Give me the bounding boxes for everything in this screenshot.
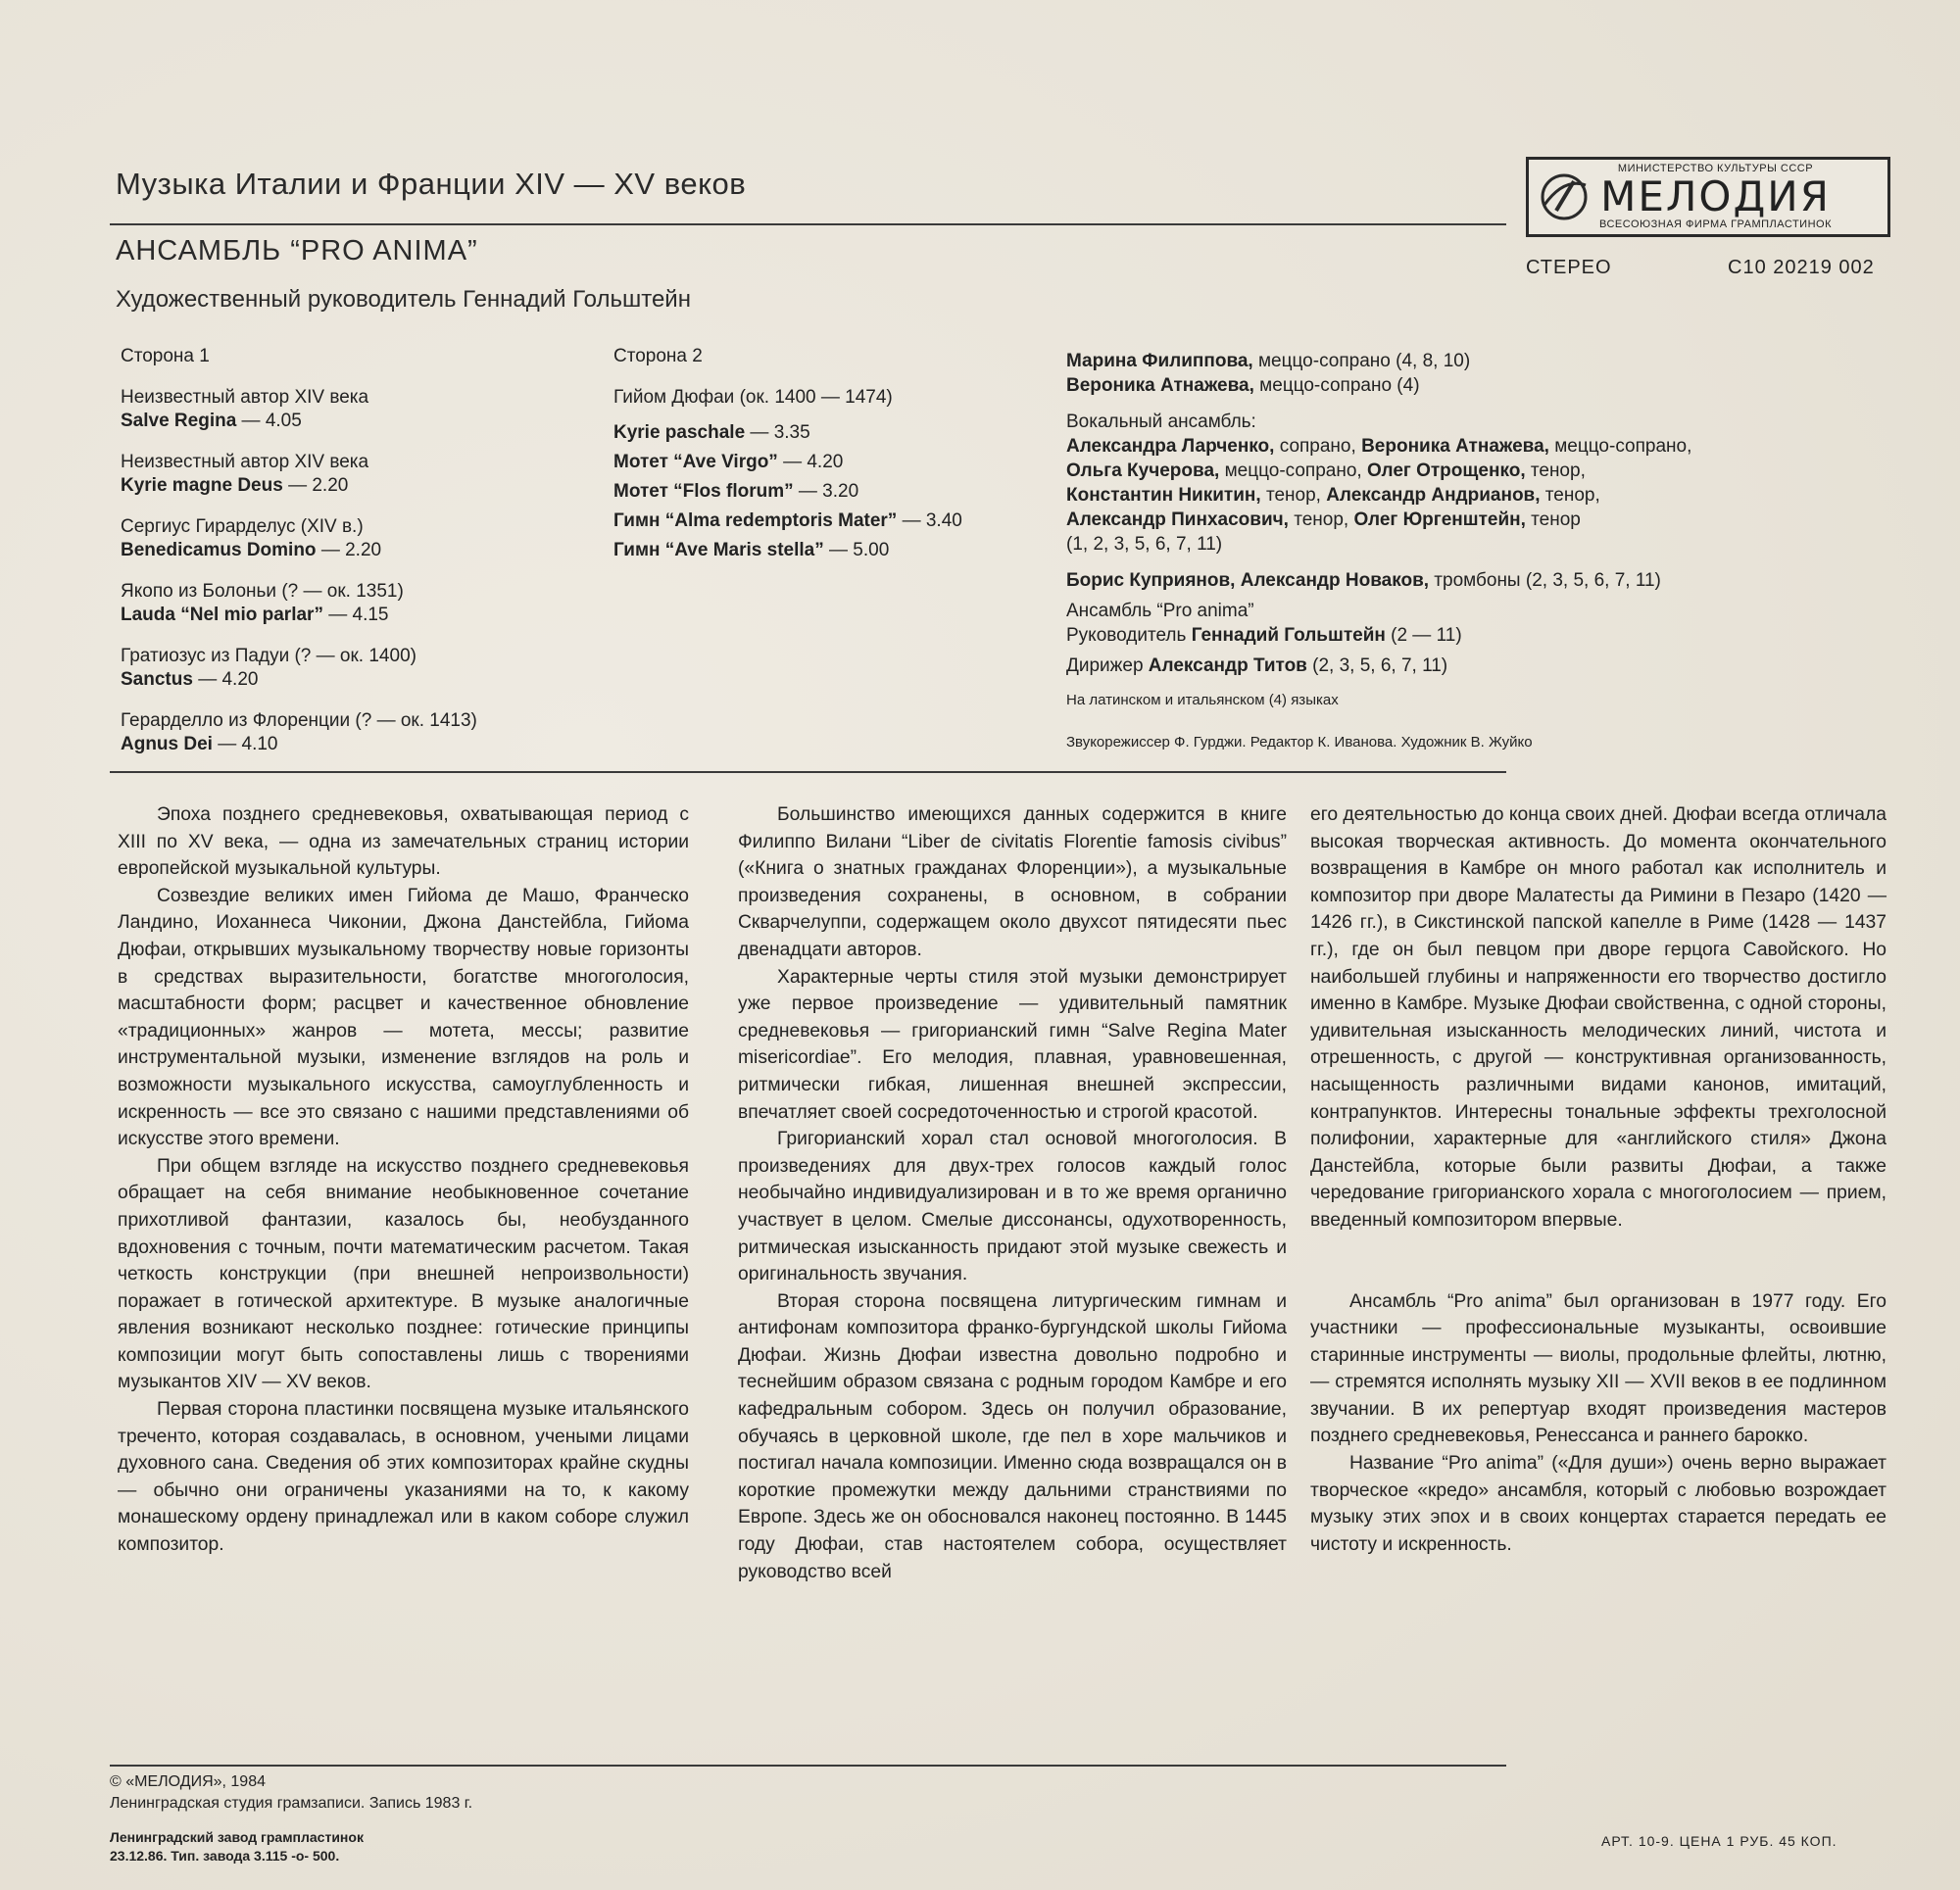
essay-column-1 <box>118 801 689 1559</box>
side2-tracklist <box>613 345 1054 562</box>
ministry-text: МИНИСТЕРСТВО КУЛЬТУРЫ СССР <box>1617 163 1814 174</box>
essay-paragraph: Григорианский хорал стал основой многоголосия. В произведениях для двух-трех голосов каждый голос необычайно индивидуализирован и в то же время органично участвует в целом. Смелые диссонансы, одухотворенность, ритмическая изысканность придают этой музыке свежесть и оригинальность звучания. <box>738 1129 1287 1285</box>
print-info: 23.12.86. Тип. завода 3.115 -о- 500. <box>110 1848 340 1864</box>
melodiya-logo <box>1526 157 1890 237</box>
melodiya-mark-icon <box>1535 168 1593 226</box>
title-rule <box>110 223 1506 225</box>
firm-text: ВСЕСОЮЗНАЯ ФИРМА ГРАМПЛАСТИНОК <box>1599 218 1832 230</box>
footer-left <box>110 1771 472 1815</box>
essay-paragraph: Характерные черты стиля этой музыки демонстрирует уже первое произведение — удивительный памятник средневековья — григорианский гимн “Salve Regina Mater misericordiae”. Его мелодия, плавная, уравновешенная, ритмически гибкая, лишенная внешней экспрессии, впечатляет своей сосредоточенностью и строгой красотой. <box>738 966 1287 1123</box>
track-item: Kyrie paschale — 3.35 <box>613 422 810 443</box>
brand-text: МЕЛОДИЯ <box>1600 172 1831 220</box>
artistic-director: Художественный руководитель Геннадий Гольштейн <box>116 286 691 313</box>
essay-paragraph: При общем взгляде на искусство позднего средневековья обращает на себя внимание необыкновенное сочетание прихотливой фантазии, казалось бы, необузданного вдохновения с точным, почти математическим расчетом. Такая четкость конструкции (при внешней непроизвольности) поражает в готической архитектуре. В музыке аналогичные явления возникают несколько позднее: готические принципы композиции могут быть сопоставлены лишь с творениями музыкантов XIV — XV веков. <box>118 1155 689 1393</box>
section-rule <box>110 771 1506 773</box>
track-item: Неизвестный автор XIV века Salve Regina — 4.05 <box>121 387 369 431</box>
track-item: Гимн “Alma redemptoris Mater” — 3.40 <box>613 510 962 531</box>
performers-block: Марина Филиппова, меццо-сопрано (4, 8, 10) Вероника Атнажева, меццо-сопрано (4) Вокальный ансамбль: Александра Ларченко, сопрано, Вероника Атнажева, меццо-сопрано, Ольга Кучерова, меццо-сопрано, Олег Отрощенко, тенор, Константин Никитин, тенор, Александр Андрианов, тенор, Александр Пинхасович, тенор, Олег Юргенштейн, тенор (1, 2, 3, 5, 6, 7, 11) Борис Куприянов, Александр Новаков, тромбоны (2, 3, 5, 6, 7, 11) Ансамбль “Pro anima” Руководитель Геннадий Гольштейн (2 — 11) Дирижер Александр Титов (2, 3, 5, 6, 7, 11) На латинском и итальянском (4) языках Звукорежиссер Ф. Гурджи. Редактор К. Иванова. Художник В. Жуйко <box>1066 349 1899 754</box>
plant-name: Ленинградский завод грампластинок <box>110 1829 364 1845</box>
essay-column-2 <box>738 801 1287 1585</box>
essay-paragraph: Первая сторона пластинки посвящена музыке итальянского треченто, которая создавалась, в основном, учеными лицами духовного сана. Сведения об этих композиторах крайне скудны — обычно они ограничены указаниями на то, к какому монашескому ордену принадлежал или в каком соборе служил композитор. <box>118 1399 689 1556</box>
side1-tracklist <box>121 345 630 770</box>
side1-heading: Сторона 1 <box>121 346 210 366</box>
track-item: Якопо из Болоньи (? — ок. 1351) Lauda “Nel mio parlar” — 4.15 <box>121 581 404 625</box>
ensemble-name: АНСАМБЛЬ “PRO ANIMA” <box>116 235 478 267</box>
track-item: Гратиозус из Падуи (? — ок. 1400) Sanctus — 4.20 <box>121 646 416 690</box>
track-item: Герарделло из Флоренции (? — ок. 1413) Agnus Dei — 4.10 <box>121 710 477 754</box>
track-item: Мотет “Ave Virgo” — 4.20 <box>613 452 844 472</box>
essay-column-3 <box>1310 801 1886 1558</box>
vocal-ensemble-heading: Вокальный ансамбль: <box>1066 412 1256 432</box>
track-item: Неизвестный автор XIV века Kyrie magne Deus — 2.20 <box>121 452 369 496</box>
price-line: АРТ. 10-9. ЦЕНА 1 РУБ. 45 КОП. <box>1601 1833 1838 1849</box>
essay-paragraph: Эпоха позднего средневековья, охватывающая период с XIII по XV века, — одна из замечательных страниц истории европейской музыкальной культуры. <box>118 804 689 880</box>
stereo-label: СТЕРЕО <box>1526 257 1612 278</box>
studio-line: Ленинградская студия грамзаписи. Запись 1983 г. <box>110 1795 473 1812</box>
credits-line: Звукорежиссер Ф. Гурджи. Редактор К. Иванова. Художник В. Жуйко <box>1066 734 1533 751</box>
album-title: Музыка Италии и Франции XIV — XV веков <box>116 167 747 201</box>
track-item: Гимн “Ave Maris stella” — 5.00 <box>613 540 890 560</box>
side2-heading: Сторона 2 <box>613 346 703 366</box>
side2-composer: Гийом Дюфаи (ок. 1400 — 1474) <box>613 387 893 408</box>
footer-rule <box>110 1765 1506 1767</box>
essay-paragraph: Вторая сторона посвящена литургическим гимнам и антифонам композитора франко-бургундской школы Гийома Дюфаи. Жизнь Дюфаи известна довольно подробно и теснейшим образом связана с родным городом Камбре и его кафедральным собором. Здесь он получил образование, обучаясь в церковной школе, где пел в хоре мальчиков и постигал начала композиции. Именно сюда возвращался он в короткие промежутки между дальними странствиями по Европе. Здесь же он обосновался наконец постоянно. В 1445 году Дюфаи, став настоятелем собора, осуществляет руководство всей <box>738 1290 1287 1582</box>
essay-paragraph: Ансамбль “Pro anima” был организован в 1977 году. Его участники — профессиональные музыканты, освоившие старинные инструменты — виолы, продольные флейты, лютню, — стремятся исполнять музыку XII — XVII веков в ее подлинном звучании. В их репертуар входят произведения мастеров позднего средневековья, Ренессанса и раннего барокко. <box>1310 1290 1886 1447</box>
track-item: Сергиус Гирарделус (XIV в.) Benedicamus Domino — 2.20 <box>121 516 382 560</box>
essay-paragraph: Созвездие великих имен Гийома де Машо, Франческо Ландино, Иоханнеса Чиконии, Джона Данстейбла, Гийома Дюфаи, открывших музыкальному творчеству новые горизонты в средствах выразительности, богатстве многоголосия, масштабности форм; расцвет и качественное обновление «традиционных» жанров — мотета, мессы; развитие инструментальной музыки, изменение взглядов на роль и возможности музыкального искусства, самоуглубленность и искренность — все это связано с нашими представлениями об искусстве этого времени. <box>118 885 689 1150</box>
essay-paragraph: его деятельностью до конца своих дней. Дюфаи всегда отличала высокая творческая активность. До момента окончательного возвращения в Камбре он много работал как исполнитель и композитор при дворе Малатесты да Римини в Пезаро (1420 — 1426 гг.), в Сикстинской папской капелле в Риме (1428 — 1437 гг.), где он был певцом при дворе герцога Савойского. Но наибольшей глубины и напряженности его творчество достигло именно в Камбре. Музыке Дюфаи свойственна, с одной стороны, удивительная изысканность мелодических линий, чистота и отрешенность, с другой — конструктивная организованность, насыщенность различными видами канонов, имитаций, контрапунктов. Интересны тональные эффекты трехголосной полифонии, характерные для «английского стиля» Джона Данстейбла, которые были развиты Дюфаи, а также чередование григорианского хорала с многоголосием — прием, введенный композитором впервые. <box>1310 804 1886 1231</box>
track-item: Мотет “Flos florum” — 3.20 <box>613 481 859 502</box>
catalog-number: С10 20219 002 <box>1728 257 1875 278</box>
essay-paragraph: Название “Pro anima” («Для души») очень верно выражает творческое «кредо» ансамбля, который с любовью возрождает музыку этих эпох и в своих концертах старается передать ее чистоту и искренность. <box>1310 1453 1886 1555</box>
languages-note: На латинском и итальянском (4) языках <box>1066 692 1339 708</box>
essay-paragraph: Большинство имеющихся данных содержится в книге Филиппо Вилани “Liber de civitatis Florentie famosis civibus” («Книга о знатных гражданах Флоренции»), а музыкальные произведения сохранены, в основном, в собрании Скварчелуппи, содержащем около двухсот пятидесяти пьес двенадцати авторов. <box>738 804 1287 960</box>
copyright: © «МЕЛОДИЯ», 1984 <box>110 1773 266 1790</box>
plant-info <box>110 1828 364 1866</box>
